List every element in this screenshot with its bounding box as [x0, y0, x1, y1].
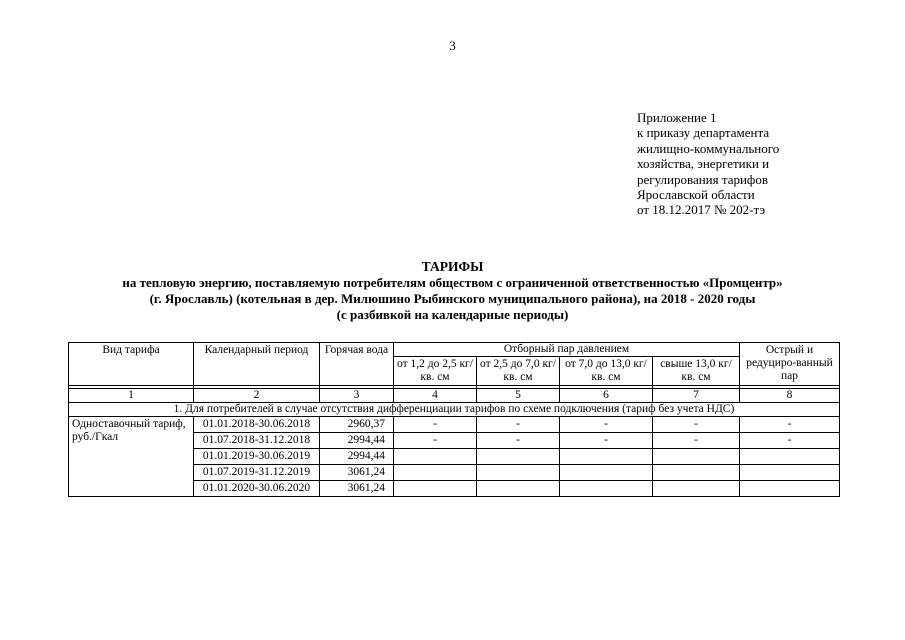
- appendix-note: [637, 110, 779, 218]
- column-number: 5: [477, 389, 560, 403]
- steam-cell: -: [560, 433, 653, 449]
- steam-cell: [653, 465, 740, 481]
- header-steam-2: от 2,5 до 7,0 кг/кв. см: [477, 357, 560, 386]
- sharp-steam-cell: -: [740, 417, 840, 433]
- section-title: 1. Для потребителей в случае отсутствия дифференциации тарифов по схеме подключения (тариф без учета НДС): [69, 403, 840, 417]
- steam-cell: [477, 465, 560, 481]
- header-steam-1: от 1,2 до 2,5 кг/кв. см: [394, 357, 477, 386]
- column-number: 6: [560, 389, 653, 403]
- tariff-table: [68, 342, 840, 497]
- sharp-steam-cell: [740, 449, 840, 465]
- steam-cell: -: [394, 417, 477, 433]
- header-steam-3: от 7,0 до 13,0 кг/кв. см: [560, 357, 653, 386]
- header-steam-group: Отборный пар давлением: [394, 343, 740, 357]
- steam-cell: [394, 449, 477, 465]
- steam-cell: [560, 465, 653, 481]
- hot-water-cell: 2960,37: [320, 417, 394, 433]
- steam-cell: [560, 449, 653, 465]
- steam-cell: [653, 481, 740, 497]
- title-main: ТАРИФЫ: [421, 259, 484, 274]
- header-tariff-type: Вид тарифа: [69, 343, 194, 386]
- title-line: (г. Ярославль) (котельная в дер. Милюшино Рыбинского муниципального района), на 2018 - 2020 годы: [149, 291, 756, 306]
- appendix-line: Ярославской области: [637, 187, 755, 203]
- title-line: (с разбивкой на календарные периоды): [336, 307, 569, 322]
- steam-cell: [477, 481, 560, 497]
- appendix-line: хозяйства, энергетики и: [637, 156, 770, 172]
- hot-water-cell: 3061,24: [320, 465, 394, 481]
- column-number: 8: [740, 389, 840, 403]
- steam-cell: -: [653, 417, 740, 433]
- sharp-steam-cell: [740, 465, 840, 481]
- appendix-line: регулирования тарифов: [637, 171, 768, 187]
- appendix-line: от 18.12.2017 № 202-тэ: [637, 202, 766, 218]
- steam-cell: -: [560, 417, 653, 433]
- appendix-line: Приложение 1: [637, 110, 717, 125]
- column-number: 3: [320, 389, 394, 403]
- steam-cell: -: [477, 417, 560, 433]
- appendix-line: жилищно-коммунального: [637, 140, 780, 156]
- tariff-name: Одноставочный тариф, руб./Гкал: [69, 417, 194, 497]
- period-cell: 01.07.2018-31.12.2018: [194, 433, 320, 449]
- hot-water-cell: 2994,44: [320, 433, 394, 449]
- steam-cell: -: [394, 433, 477, 449]
- steam-cell: -: [653, 433, 740, 449]
- hot-water-cell: 3061,24: [320, 481, 394, 497]
- period-cell: 01.07.2019-31.12.2019: [194, 465, 320, 481]
- column-number: 1: [69, 389, 194, 403]
- sharp-steam-cell: [740, 481, 840, 497]
- period-cell: 01.01.2020-30.06.2020: [194, 481, 320, 497]
- period-cell: 01.01.2018-30.06.2018: [194, 417, 320, 433]
- header-period: Календарный период: [194, 343, 320, 386]
- page-number: 3: [449, 38, 456, 53]
- column-number: 7: [653, 389, 740, 403]
- table-row: [69, 417, 840, 433]
- title-line: на тепловую энергию, поставляемую потребителям обществом с ограниченной ответственностью «Промцентр»: [122, 275, 783, 290]
- column-number: 2: [194, 389, 320, 403]
- hot-water-cell: 2994,44: [320, 449, 394, 465]
- period-cell: 01.01.2019-30.06.2019: [194, 449, 320, 465]
- header-sharp-steam: Острый и редуциро-ванный пар: [740, 343, 840, 386]
- header-row: [69, 343, 840, 357]
- appendix-line: к приказу департамента: [637, 125, 770, 141]
- column-numbers-row: [69, 389, 840, 403]
- sharp-steam-cell: -: [740, 433, 840, 449]
- steam-cell: [477, 449, 560, 465]
- header-hot-water: Горячая вода: [320, 343, 394, 386]
- steam-cell: [653, 449, 740, 465]
- header-steam-4: свыше 13,0 кг/кв. см: [653, 357, 740, 386]
- section-row: [69, 403, 840, 417]
- steam-cell: [394, 465, 477, 481]
- column-number: 4: [394, 389, 477, 403]
- steam-cell: [560, 481, 653, 497]
- steam-cell: -: [477, 433, 560, 449]
- steam-cell: [394, 481, 477, 497]
- document-title: [0, 259, 905, 323]
